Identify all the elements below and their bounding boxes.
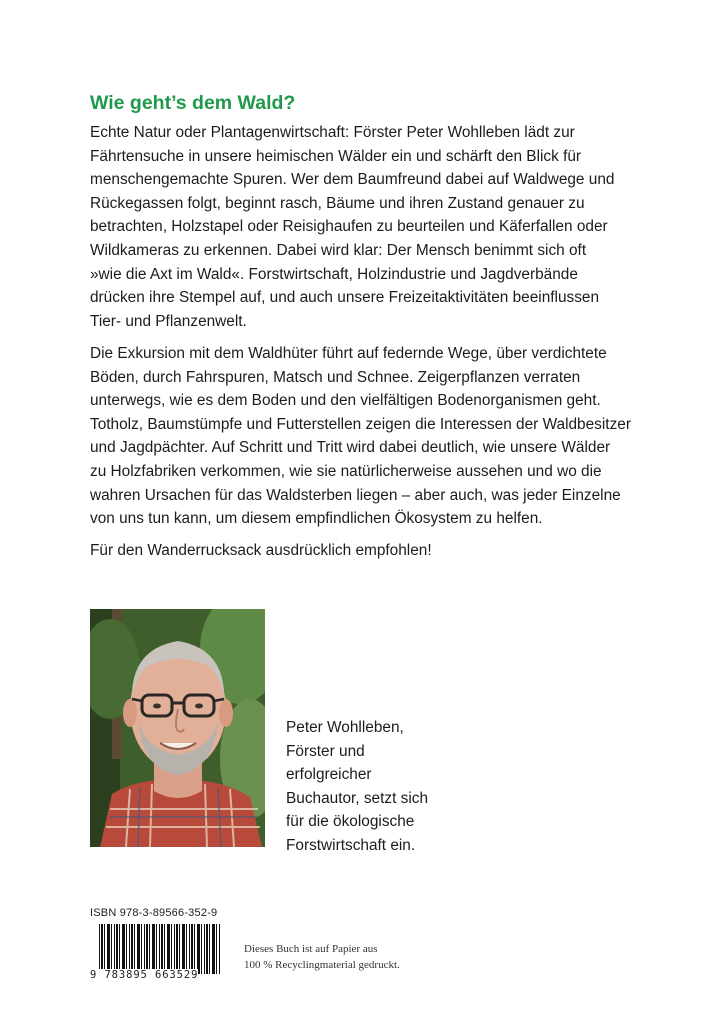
bio-line: Förster und [286, 742, 365, 760]
note-line: 100 % Recyclingmaterial gedruckt. [244, 959, 400, 971]
text-line: von uns tun kann, um diesem empfindlichen Ökosystem zu helfen. [90, 510, 543, 528]
text-line: Die Exkursion mit dem Waldhüter führt auf federnde Wege, über verdichtete [90, 345, 607, 362]
bio-line: für die ökologische [286, 813, 415, 831]
text-line: wahren Ursachen für das Waldsterben liegen – aber auch, was jeder Einzelne [90, 486, 621, 504]
text-line: Tier- und Pflanzenwelt. [90, 312, 247, 330]
text-line: Rückegassen folgt, beginnt rasch, Bäume und ihren Zustand genauer zu [90, 194, 585, 212]
barcode-digits: 9 783895 663529 [90, 969, 199, 981]
bio-line: Peter Wohlleben, [286, 719, 404, 736]
author-bio [286, 716, 428, 858]
text-line: Böden, durch Fahrspuren, Matsch und Schnee. Zeigerpflanzen verraten [90, 368, 581, 386]
note-line: Dieses Buch ist auf Papier aus [244, 943, 378, 955]
paragraph-recommendation [90, 539, 650, 563]
text-line: Für den Wanderrucksack ausdrücklich empfohlen! [90, 542, 432, 559]
bio-line: Forstwirtschaft ein. [286, 836, 416, 854]
text-line: menschengemachte Spuren. Wer dem Baumfreund dabei auf Waldwege und [90, 171, 615, 189]
author-portrait-image [90, 609, 265, 847]
paragraph-intro [90, 121, 650, 333]
barcode [90, 924, 220, 982]
isbn-label: ISBN 978-3-89566-352-9 [90, 907, 218, 919]
text-line: Fährtensuche in unsere heimischen Wälder ein und schärft den Blick für [90, 147, 582, 165]
text-line: betrachten, Holzstapel oder Reisighaufen zu beurteilen und Käferfallen oder [90, 218, 608, 236]
text-line: »wie die Axt im Wald«. Forstwirtschaft, Holzindustrie und Jagdverbände [90, 265, 578, 283]
text-line: und Jagdpächter. Auf Schritt und Tritt wird dabei deutlich, wie unsere Wälder [90, 439, 611, 457]
text-line: unterwegs, wie es dem Boden und den vielfältigen Bodenorganismen geht. [90, 392, 601, 410]
recycling-paper-note [244, 941, 400, 973]
barcode-bars [99, 924, 220, 974]
author-photo [90, 609, 265, 847]
bio-line: erfolgreicher [286, 766, 372, 784]
text-line: zu Holzfabriken verkommen, wie sie natürlicherweise aussehen und wo die [90, 462, 602, 480]
paragraph-excursion [90, 342, 650, 531]
bio-line: Buchautor, setzt sich [286, 789, 429, 807]
text-line: Wildkameras zu erkennen. Dabei wird klar: Der Mensch benimmt sich oft [90, 241, 587, 259]
text-line: drücken ihre Stempel auf, und auch unsere Freizeitaktivitäten beeinflussen [90, 289, 600, 307]
text-line: Echte Natur oder Plantagenwirtschaft: Förster Peter Wohlleben lädt zur [90, 124, 575, 141]
text-line: Totholz, Baumstümpfe und Futterstellen zeigen die Interessen der Waldbesitzer [90, 415, 631, 433]
heading: Wie geht’s dem Wald? [90, 92, 296, 114]
